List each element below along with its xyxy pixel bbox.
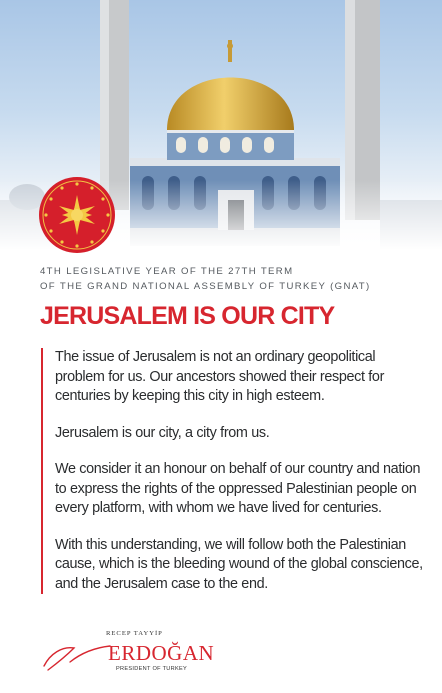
signature-first-name: RECEP TAYYİP (106, 630, 163, 637)
paragraph: We consider it an honour on behalf of our country and nation to express the rights of the oppressed Palestinian people on every platform, with whom we have lived for centuries. (55, 461, 421, 516)
subtitle-line-1: 4TH LEGISLATIVE YEAR OF THE 27TH TERM (40, 266, 294, 277)
subtitle-line-2: OF THE GRAND NATIONAL ASSEMBLY OF TURKEY (GNAT) (40, 281, 371, 292)
signature-block (40, 630, 220, 680)
signature-role: PRESIDENT OF TURKEY (116, 666, 188, 672)
signature-surname: ERDOĞAN (108, 641, 215, 665)
paragraph: The issue of Jerusalem is not an ordinary geopolitical problem for us. Our ancestors showed their respect for centuries by keeping this city in high esteem. (55, 349, 385, 404)
presidential-seal-icon (38, 176, 116, 254)
quote-body (41, 348, 425, 594)
assembly-subtitle (40, 264, 420, 294)
page-title: JERUSALEM IS OUR CITY (40, 302, 335, 330)
paragraph: With this understanding, we will follow both the Palestinian cause, which is the bleeding wound of the global conscience, and the Jerusalem case to the end. (55, 536, 423, 592)
paragraph: Jerusalem is our city, a city from us. (55, 424, 270, 441)
